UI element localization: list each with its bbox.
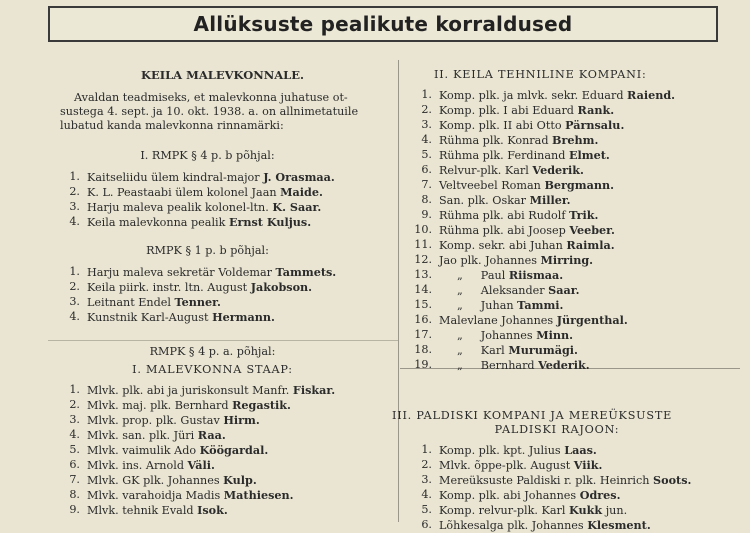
item-text: Mlvk. prop. plk. Gustav Hirm. [87, 413, 260, 427]
item-number: 4. [69, 428, 80, 441]
list-item [412, 503, 732, 518]
ditto-mark: „ [457, 359, 463, 372]
list-item [60, 458, 385, 473]
item-number: 2. [421, 458, 432, 471]
ditto-mark: „ [457, 269, 463, 282]
person-surname: Riismaa. [508, 268, 564, 282]
paldiski-heading [392, 409, 732, 437]
person-surname: Hirm. [223, 413, 260, 427]
list-item [412, 283, 732, 298]
section2-list [60, 265, 385, 325]
person-surname: Murumägi. [508, 343, 578, 357]
item-number: 1. [421, 88, 432, 101]
person-surname: Saar. [548, 283, 580, 297]
item-text: „ Juhan Tammi. [457, 298, 564, 312]
list-item [412, 458, 732, 473]
item-text: Mlvk. tehnik Evald Isok. [87, 503, 228, 517]
person-surname: Jakobson. [250, 280, 313, 294]
person-surname: Raa. [197, 428, 226, 442]
item-text: Keila piirk. instr. ltn. August Jakobson. [87, 280, 313, 294]
item-text: Komp. plk. II abi Otto Pärnsalu. [439, 118, 625, 132]
item-text: Keila malevkonna pealik Ernst Kuljus. [87, 215, 312, 229]
person-surname: Trik. [569, 208, 599, 222]
person-surname: Rank. [577, 103, 615, 117]
item-text: „ Aleksander Saar. [457, 283, 580, 297]
list-item [412, 223, 732, 238]
ditto-mark: „ [457, 284, 463, 297]
list-item [60, 280, 385, 295]
item-text: Mlvk. varahoidja Madis Mathiesen. [87, 488, 294, 502]
item-number: 6. [421, 163, 432, 176]
item-text: Mlvk. vaimulik Ado Köögardal. [87, 443, 269, 457]
item-number: 2. [421, 103, 432, 116]
section1-list [60, 170, 385, 230]
list-item [412, 298, 732, 313]
item-text: Kaitseliidu ülem kindral-major J. Orasmaa. [87, 170, 335, 184]
list-item [60, 265, 385, 280]
list-item [412, 488, 732, 503]
item-text: „ Paul Riismaa. [457, 268, 564, 282]
item-text: Mlvk. maj. plk. Bernhard Regastik. [87, 398, 291, 412]
intro-line: sustega 4. sept. ja 10. okt. 1938. a. on allnimetatuile [60, 105, 359, 118]
item-number: 3. [69, 200, 80, 213]
item-text: Komp. relvur-plk. Karl Kukk jun. [439, 503, 628, 517]
item-text: K. L. Peastaabi ülem kolonel Jaan Maide. [87, 185, 323, 199]
list-item [412, 473, 732, 488]
left-column [60, 68, 385, 518]
list-item [60, 503, 385, 518]
staff-heading: I. MALEVKONNA STAAP: [132, 363, 293, 376]
list-item [412, 133, 732, 148]
list-item [60, 310, 385, 325]
item-number: 16. [414, 313, 432, 326]
person-surname: Elmet. [568, 148, 610, 162]
item-text: Lõhkesalga plk. Johannes Klesment. [439, 518, 651, 532]
person-surname: Pärnsalu. [565, 118, 625, 132]
list-item [412, 148, 732, 163]
list-item [412, 253, 732, 268]
section3-heading: RMPK § 4 p. a. põhjal: [149, 345, 276, 358]
tehniline-list [412, 88, 732, 373]
paldiski-heading-line2: PALDISKI RAJOON: [494, 423, 620, 436]
item-number: 9. [69, 503, 80, 516]
person-surname: Bergmann. [544, 178, 614, 192]
intro-line: lubatud kanda malevkonna rinnamärki: [60, 119, 284, 132]
item-text: Mereüksuste Paldiski r. plk. Heinrich Soots. [439, 473, 692, 487]
item-number: 15. [414, 298, 432, 311]
person-surname: Tammi. [517, 298, 564, 312]
item-number: 4. [421, 133, 432, 146]
list-item [60, 185, 385, 200]
list-item [412, 208, 732, 223]
item-number: 1. [69, 383, 80, 396]
list-item [412, 268, 732, 283]
list-item [412, 118, 732, 133]
list-item [412, 443, 732, 458]
item-text: Veltveebel Roman Bergmann. [439, 178, 614, 192]
item-number: 4. [421, 488, 432, 501]
person-surname: Tenner. [174, 295, 221, 309]
person-surname: Jürgenthal. [556, 313, 628, 327]
person-surname: Tammets. [275, 265, 337, 279]
item-text: „ Johannes Minn. [457, 328, 574, 342]
person-surname: Kukk [569, 503, 603, 517]
item-number: 10. [414, 223, 432, 236]
person-surname: Soots. [653, 473, 692, 487]
item-text: Komp. plk. abi Johannes Odres. [439, 488, 621, 502]
item-number: 6. [421, 518, 432, 531]
person-surname: Fiskar. [292, 383, 336, 397]
item-text: Komp. plk. I abi Eduard Rank. [439, 103, 615, 117]
item-text: Mlvk. ins. Arnold Väli. [87, 458, 215, 472]
item-text: Rühma plk. Ferdinand Elmet. [439, 148, 610, 162]
person-surname: Maide. [280, 185, 323, 199]
item-number: 12. [414, 253, 432, 266]
intro-line: Avaldan teadmiseks, et malevkonna juhatuse ot- [74, 91, 348, 104]
item-number: 14. [414, 283, 432, 296]
tehniline-heading: II. KEILA TEHNILINE KOMPANI: [434, 68, 647, 81]
paldiski-heading-line1: III. PALDISKI KOMPANI JA MEREÜKSUSTE [392, 409, 673, 422]
list-item [60, 473, 385, 488]
list-item [412, 518, 732, 533]
list-item [60, 215, 385, 230]
item-text: Harju maleva sekretär Voldemar Tammets. [87, 265, 337, 279]
item-number: 17. [414, 328, 432, 341]
list-item [60, 398, 385, 413]
person-surname: Klesment. [587, 518, 651, 532]
intro-paragraph [60, 91, 385, 133]
item-number: 2. [69, 185, 80, 198]
person-surname: Odres. [579, 488, 621, 502]
person-surname: Miller. [529, 193, 571, 207]
person-surname: Väli. [187, 458, 215, 472]
item-number: 9. [421, 208, 432, 221]
item-text: Leitnant Endel Tenner. [87, 295, 221, 309]
item-number: 18. [414, 343, 432, 356]
person-surname: Regastik. [232, 398, 291, 412]
banner-title: Allüksuste pealikute korraldused [193, 12, 573, 36]
list-item [412, 193, 732, 208]
item-number: 3. [69, 295, 80, 308]
item-number: 11. [414, 238, 432, 251]
list-item [412, 238, 732, 253]
item-number: 8. [69, 488, 80, 501]
item-number: 4. [69, 215, 80, 228]
list-item [60, 413, 385, 428]
page-banner [48, 6, 718, 42]
item-text: Rühma plk. Konrad Brehm. [439, 133, 599, 147]
item-text: Harju maleva pealik kolonel-ltn. K. Saar. [87, 200, 322, 214]
item-text: San. plk. Oskar Miller. [439, 193, 571, 207]
person-surname: Hermann. [212, 310, 275, 324]
list-item [60, 443, 385, 458]
person-surname: Veeber. [569, 223, 615, 237]
item-number: 2. [69, 398, 80, 411]
ditto-mark: „ [457, 299, 463, 312]
item-text: „ Bernhard Vederik. [457, 358, 590, 372]
section2-heading: RMPK § 1 p. b põhjal: [146, 244, 269, 257]
item-number: 8. [421, 193, 432, 206]
item-number: 5. [421, 503, 432, 516]
person-surname: Vederik. [538, 358, 590, 372]
person-surname: J. Orasmaa. [263, 170, 335, 184]
item-text: Komp. plk. ja mlvk. sekr. Eduard Raiend. [439, 88, 676, 102]
list-item [412, 178, 732, 193]
item-number: 13. [414, 268, 432, 281]
item-text: Jao plk. Johannes Mirring. [439, 253, 594, 267]
person-surname: Laas. [564, 443, 597, 457]
ditto-mark: „ [457, 329, 463, 342]
item-text: Mlvk. õppe-plk. August Viik. [439, 458, 603, 472]
person-surname: Ernst Kuljus. [228, 215, 312, 229]
person-surname: Minn. [536, 328, 574, 342]
item-number: 5. [421, 148, 432, 161]
item-number: 1. [421, 443, 432, 456]
item-number: 6. [69, 458, 80, 471]
person-surname: Mirring. [540, 253, 594, 267]
item-number: 19. [414, 358, 432, 371]
ditto-mark: „ [457, 344, 463, 357]
item-text: Komp. sekr. abi Juhan Raimla. [439, 238, 615, 252]
item-text: Mlvk. san. plk. Jüri Raa. [87, 428, 226, 442]
item-number: 1. [69, 170, 80, 183]
list-item [412, 343, 732, 358]
item-number: 7. [421, 178, 432, 191]
person-surname: Vederik. [532, 163, 584, 177]
item-text: Malevlane Johannes Jürgenthal. [439, 313, 628, 327]
list-item [412, 163, 732, 178]
column-divider [398, 60, 399, 522]
item-number: 3. [421, 118, 432, 131]
list-item [412, 328, 732, 343]
list-item [412, 313, 732, 328]
item-text: Kunstnik Karl-August Hermann. [87, 310, 275, 324]
item-text: „ Karl Murumägi. [457, 343, 578, 357]
list-item [60, 428, 385, 443]
item-number: 7. [69, 473, 80, 486]
right-column [392, 68, 732, 533]
list-item [60, 170, 385, 185]
item-text: Rühma plk. abi Joosep Veeber. [439, 223, 615, 237]
list-item [412, 103, 732, 118]
person-surname: Brehm. [552, 133, 599, 147]
item-number: 4. [69, 310, 80, 323]
list-item [60, 295, 385, 310]
item-text: Mlvk. plk. abi ja juriskonsult Manfr. Fiskar. [87, 383, 336, 397]
item-text: Mlvk. GK plk. Johannes Kulp. [87, 473, 257, 487]
item-number: 3. [69, 413, 80, 426]
item-text: Rühma plk. abi Rudolf Trik. [439, 208, 599, 222]
list-item [60, 488, 385, 503]
section1-heading: I. RMPK § 4 p. b põhjal: [140, 149, 275, 162]
list-item [60, 383, 385, 398]
list-item [60, 200, 385, 215]
section3-list [60, 383, 385, 518]
person-surname: Isok. [197, 503, 228, 517]
list-item [412, 88, 732, 103]
person-surname: Raiend. [627, 88, 676, 102]
item-number: 3. [421, 473, 432, 486]
keila-heading: KEILA MALEVKONNALE. [140, 68, 305, 82]
item-text: Komp. plk. kpt. Julius Laas. [439, 443, 597, 457]
person-surname: Kulp. [223, 473, 257, 487]
person-surname: K. Saar. [272, 200, 322, 214]
item-number: 5. [69, 443, 80, 456]
list-item [412, 358, 732, 373]
paldiski-list [412, 443, 732, 533]
person-surname: Viik. [573, 458, 603, 472]
item-number: 2. [69, 280, 80, 293]
item-number: 1. [69, 265, 80, 278]
item-text: Relvur-plk. Karl Vederik. [439, 163, 584, 177]
person-surname: Mathiesen. [223, 488, 294, 502]
person-surname: Raimla. [566, 238, 615, 252]
person-surname: Köögardal. [199, 443, 269, 457]
